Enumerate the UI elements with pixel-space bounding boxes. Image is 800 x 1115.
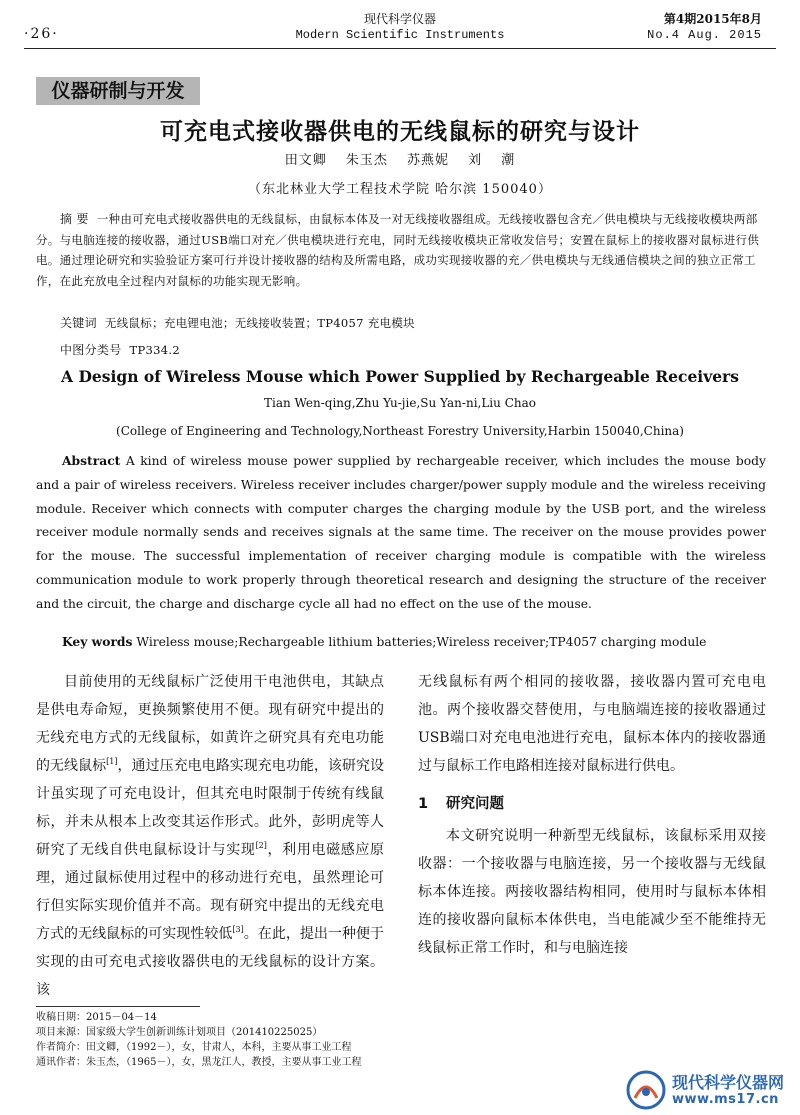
affiliation-en: (College of Engineering and Technology,Northeast Forestry University,Harbin 150040,China)	[116, 424, 684, 438]
footnote-corresponding-author: 通讯作者：朱玉杰，（1965－），女，黑龙江人，教授，主要从事工业工程	[36, 1057, 362, 1068]
footnote-author-intro: 作者简介：田文卿，（1992－），女，甘肃人，本科，主要从事工业工程	[36, 1042, 352, 1053]
issue-info-en: No.4 Aug. 2015	[647, 28, 762, 42]
classification-number	[60, 340, 760, 361]
abstract-en-label: Abstract	[62, 453, 121, 468]
site-watermark	[626, 1068, 796, 1112]
watermark-url: www.ms17.cn	[672, 1092, 779, 1107]
journal-title-cn: 现代科学仪器	[363, 12, 436, 26]
abstract-en	[36, 449, 766, 617]
abstract-cn	[36, 209, 766, 291]
body-paragraph: 本文研究说明一种新型无线鼠标，该鼠标采用双接收器：一个接收器与电脑连接，另一个接收器与无线鼠标本体连接。两接收器结构相同，使用时与鼠标本体相连的接收器向鼠标本体供电，当电能减少至不能维持无线鼠标正常工作时，和与电脑连接	[418, 828, 766, 956]
body-right-column	[418, 668, 766, 962]
section-label: 仪器研制与开发	[36, 77, 200, 105]
footnote-received-date: 收稿日期：2015－04－14	[36, 1012, 157, 1023]
section-heading	[418, 790, 766, 818]
footnotes	[36, 1010, 456, 1070]
section-title: 研究问题	[446, 796, 504, 812]
authors-cn: 田文卿 朱玉杰 苏燕妮 刘 潮	[284, 153, 516, 168]
body-text: 。在此，提出一种便于实现的由可充电式接收器供电的无线鼠标的设计方案。该	[36, 926, 385, 998]
paper-title-cn: 可充电式接收器供电的无线鼠标的研究与设计	[160, 118, 640, 145]
citation-ref: [1]	[106, 757, 118, 766]
classification-value: TP334.2	[129, 343, 180, 357]
instrument-logo-icon	[626, 1070, 666, 1110]
keywords-en	[62, 634, 762, 649]
citation-ref: [2]	[255, 841, 267, 850]
journal-title-en: Modern Scientific Instruments	[295, 28, 505, 42]
footnote-divider	[36, 1006, 200, 1007]
keywords-en-label: Key words	[62, 634, 133, 649]
body-text: ，通过压充电电路实现充电功能，该研究设计虽实现了可充电设计，但其充电时限制于传统有线鼠标，并未从根本上改变其运作形式。此外，彭明虎等人研究了无线自供电鼠标设计与实现	[36, 758, 385, 858]
page-number: ·26·	[24, 26, 59, 42]
issue-info-cn: 第4期2015年8月	[663, 12, 762, 26]
keywords-cn	[60, 313, 760, 334]
body-text: 目前使用的无线鼠标广泛使用干电池供电，其缺点是供电寿命短，更换频繁使用不便。现有研究中提出的无线充电方式的无线鼠标，如黄许之研究具有充电功能的无线鼠标	[36, 674, 384, 774]
paper-title-en: A Design of Wireless Mouse which Power Supplied by Rechargeable Receivers	[61, 367, 739, 386]
footnote-funding: 项目来源：国家级大学生创新训练计划项目（201410225025）	[36, 1027, 323, 1038]
watermark-site-name: 现代科学仪器网	[672, 1073, 785, 1092]
header-divider	[24, 48, 776, 49]
abstract-cn-text: 一种由可充电式接收器供电的无线鼠标，由鼠标本体及一对无线接收器组成。无线接收器包含充／供电模块与无线接收模块两部分。与电脑连接的接收器，通过USB端口对充／供电模块进行充电，同时无线接收模块正常收发信号；安置在鼠标上的接收器对鼠标进行供电。通过理论研究和实验验证方案可行并设计接收器的结构及所需电路，成功实现接收器的充／供电模块与无线通信模块之间的独立正常工作，在此充放电全过程内对鼠标的功能实现无影响。	[36, 212, 760, 288]
keywords-cn-text: 无线鼠标；充电锂电池；无线接收装置；TP4057 充电模块	[104, 316, 415, 330]
keywords-cn-label: 关键词	[60, 316, 97, 330]
section-number: 1	[418, 796, 429, 812]
classification-label: 中图分类号	[60, 343, 122, 357]
affiliation-cn: （东北林业大学工程技术学院 哈尔滨 150040）	[248, 182, 552, 197]
citation-ref: [3]	[232, 925, 244, 934]
abstract-en-text: A kind of wireless mouse power supplied by rechargeable receiver, which includes the mouse body and a pair of wireless receivers. Wireless receiver includes charger/power supply module and the wireless receiving module. Receiver which connects with computer charges the charging module by the USB port, and the wireless receiver module normally sends and receives signals at the same time. The receiver on the mouse provides power for the mouse. The successful implementation of receiver charging module is compatible with the wireless communication module to work properly through theoretical research and designing the structure of the receiver and the circuit, the charge and discharge cycle all had no effect on the use of the mouse.	[36, 454, 766, 611]
keywords-en-text: Wireless mouse;Rechargeable lithium batteries;Wireless receiver;TP4057 charging module	[136, 635, 707, 649]
body-text: ，利用电磁感应原理，通过鼠标使用过程中的移动进行充电，虽然理论可行但实际实现价值并不高。现有研究中提出的无线充电方式的无线鼠标的可实现性较低	[36, 842, 385, 942]
authors-en: Tian Wen-qing,Zhu Yu-jie,Su Yan-ni,Liu Chao	[264, 396, 536, 410]
body-left-column	[36, 668, 384, 1004]
body-paragraph: 无线鼠标有两个相同的接收器，接收器内置可充电电池。两个接收器交替使用，与电脑端连接的接收器通过USB端口对充电电池进行充电，鼠标本体内的接收器通过与鼠标工作电路相连接对鼠标进行供电。	[418, 674, 766, 774]
abstract-cn-label: 摘 要	[60, 212, 89, 226]
